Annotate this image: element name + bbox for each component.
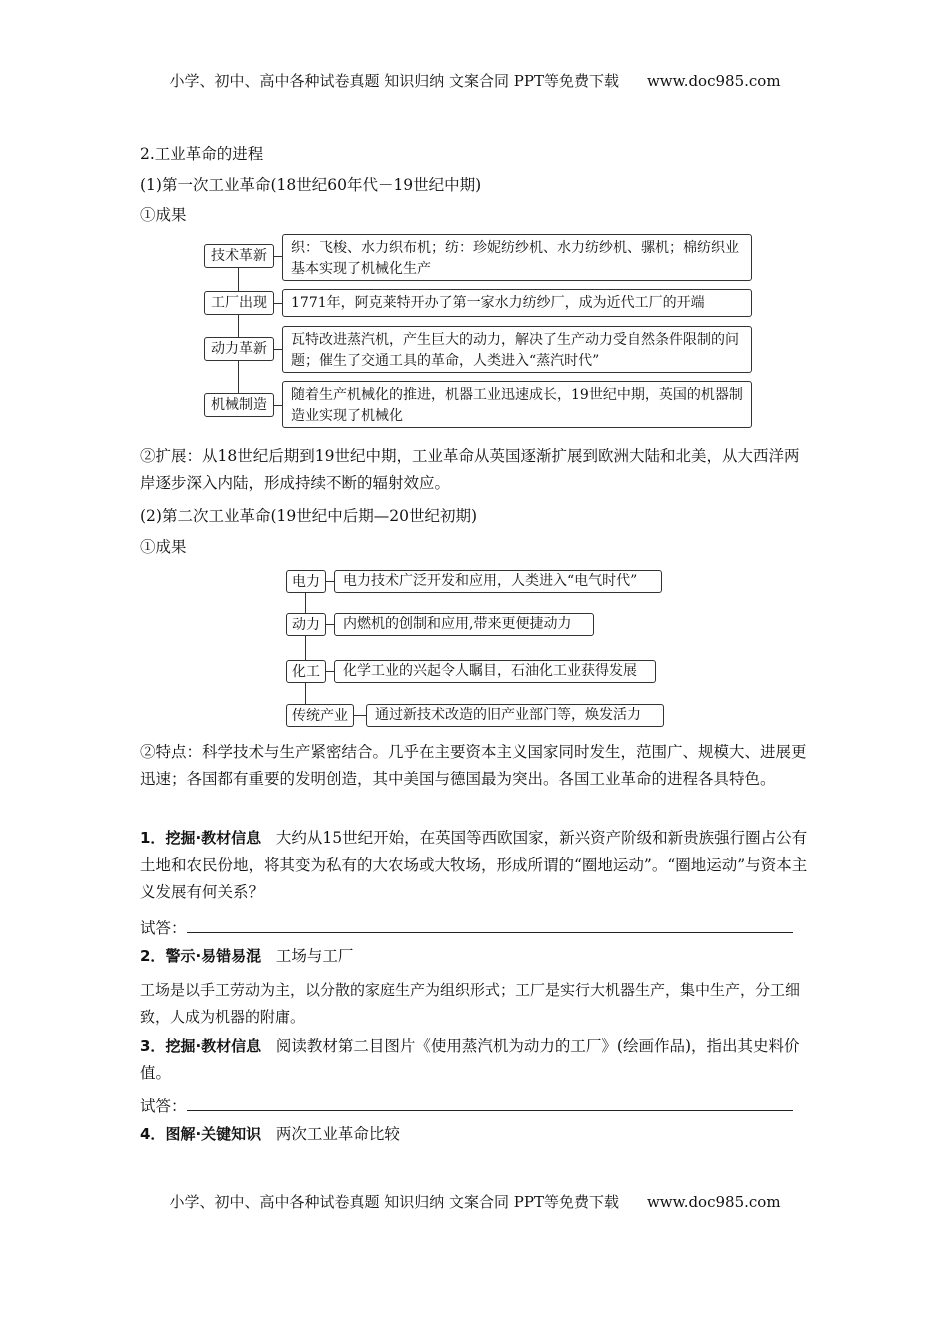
diagram-link (326, 581, 334, 582)
item-1-heading: 挖掘·教材信息 (165, 829, 262, 847)
item-1-number: 1． (140, 829, 166, 847)
item-2-number: 2． (140, 947, 166, 965)
diagram-link (274, 405, 282, 406)
item-4-heading: 图解·关键知识 (165, 1125, 262, 1143)
item-4-number: 4． (140, 1125, 166, 1143)
item-3-number: 3． (140, 1037, 166, 1055)
item-2-body: 工场是以手工劳动为主，以分散的家庭生产为组织形式；工厂是实行大机器生产，集中生产，分工细致，人成为机器的附庸。 (140, 981, 801, 1026)
first-result-label: ①成果 (140, 206, 187, 224)
diagram-link (326, 624, 334, 625)
item-3 (140, 1033, 812, 1087)
first-revolution-title: (1)第一次工业革命(18世纪60年代－19世纪中期) (140, 176, 482, 194)
item-3-answer-label: 试答： (140, 1097, 187, 1115)
first-expansion: ②扩展：从18世纪后期到19世纪中期，工业革命从英国逐渐扩展到欧洲大陆和北美，从大西洋两岸逐步深入内陆，形成持续不断的辐射效应。 (140, 447, 800, 492)
second-result-label: ①成果 (140, 538, 187, 556)
diagram-desc-electricity: 电力技术广泛开发和应用，人类进入“电气时代” (334, 570, 662, 593)
diagram-desc-engine: 内燃机的创制和应用,带来更便捷动力 (334, 613, 594, 636)
item-1-text: 大约从15世纪开始，在英国等西欧国家，新兴资产阶级和新贵族强行圈占公有土地和农民份地，将其变为私有的大农场或大牧场，形成所谓的“圈地运动”。“圈地运动”与资本主义发展有何关系？ (140, 829, 808, 901)
page-header (0, 70, 950, 91)
diagram-desc-tech: 织：飞梭、水力织布机；纺：珍妮纺纱机、水力纺纱机、骡机；棉纺织业基本实现了机械化生产 (282, 234, 752, 281)
diagram-link (274, 349, 282, 350)
item-3-text: 阅读教材第二目图片《使用蒸汽机为动力的工厂》(绘画作品)，指出其史料价值。 (140, 1037, 800, 1082)
section-title: 2.工业革命的进程 (140, 145, 264, 163)
diagram-desc-power: 瓦特改进蒸汽机，产生巨大的动力，解决了生产动力受自然条件限制的问题；催生了交通工具的革命，人类进入“蒸汽时代” (282, 326, 752, 373)
diagram-desc-factory: 1771年，阿克莱特开办了第一家水力纺纱厂，成为近代工厂的开端 (282, 289, 752, 317)
diagram-desc-machine: 随着生产机械化的推进，机器工业迅速成长，19世纪中期，英国的机器制造业实现了机械化 (282, 381, 752, 428)
item-3-heading: 挖掘·教材信息 (165, 1037, 262, 1055)
diagram-desc-traditional: 通过新技术改造的旧产业部门等，焕发活力 (366, 704, 664, 727)
diagram-label-power: 动力革新 (204, 337, 274, 361)
diagram-label-engine: 动力 (286, 613, 326, 636)
diagram-label-chemical: 化工 (286, 660, 326, 683)
item-2 (140, 946, 353, 966)
diagram-connector (305, 592, 306, 704)
second-revolution-title: (2)第二次工业革命(19世纪中后期—20世纪初期) (140, 507, 477, 525)
diagram-label-electricity: 电力 (286, 570, 326, 593)
item-4 (140, 1124, 400, 1144)
item-1 (140, 825, 812, 906)
header-text: 小学、初中、高中各种试卷真题 知识归纳 文案合同 PPT等免费下载 (169, 72, 619, 90)
diagram-desc-chemical: 化学工业的兴起令人瞩目，石油化工业获得发展 (334, 660, 656, 683)
item-1-answer-line[interactable] (187, 918, 793, 933)
page-footer (0, 1191, 950, 1212)
diagram-label-traditional: 传统产业 (286, 704, 354, 727)
item-3-answer (140, 1096, 793, 1116)
diagram-label-factory: 工厂出现 (204, 291, 274, 315)
item-2-text: 工场与工厂 (275, 947, 354, 965)
item-4-text: 两次工业革命比较 (275, 1125, 400, 1143)
item-3-answer-line[interactable] (187, 1096, 793, 1111)
diagram-link (274, 303, 282, 304)
diagram-link (326, 671, 334, 672)
item-2-heading: 警示·易错易混 (165, 947, 262, 965)
diagram-connector (238, 266, 239, 394)
header-site: www.doc985.com (646, 72, 781, 90)
second-features: ②特点：科学技术与生产紧密结合。几乎在主要资本主义国家同时发生，范围广、规模大、进展更迅速；各国都有重要的发明创造，其中美国与德国最为突出。各国工业革命的进程各具特色。 (140, 743, 807, 788)
footer-site: www.doc985.com (646, 1193, 781, 1211)
diagram-link (274, 256, 282, 257)
item-1-answer (140, 918, 793, 938)
diagram-link (354, 715, 366, 716)
item-1-answer-label: 试答： (140, 919, 187, 937)
diagram-label-tech: 技术革新 (204, 244, 274, 268)
diagram-label-machine: 机械制造 (204, 393, 274, 417)
footer-text: 小学、初中、高中各种试卷真题 知识归纳 文案合同 PPT等免费下载 (169, 1193, 619, 1211)
